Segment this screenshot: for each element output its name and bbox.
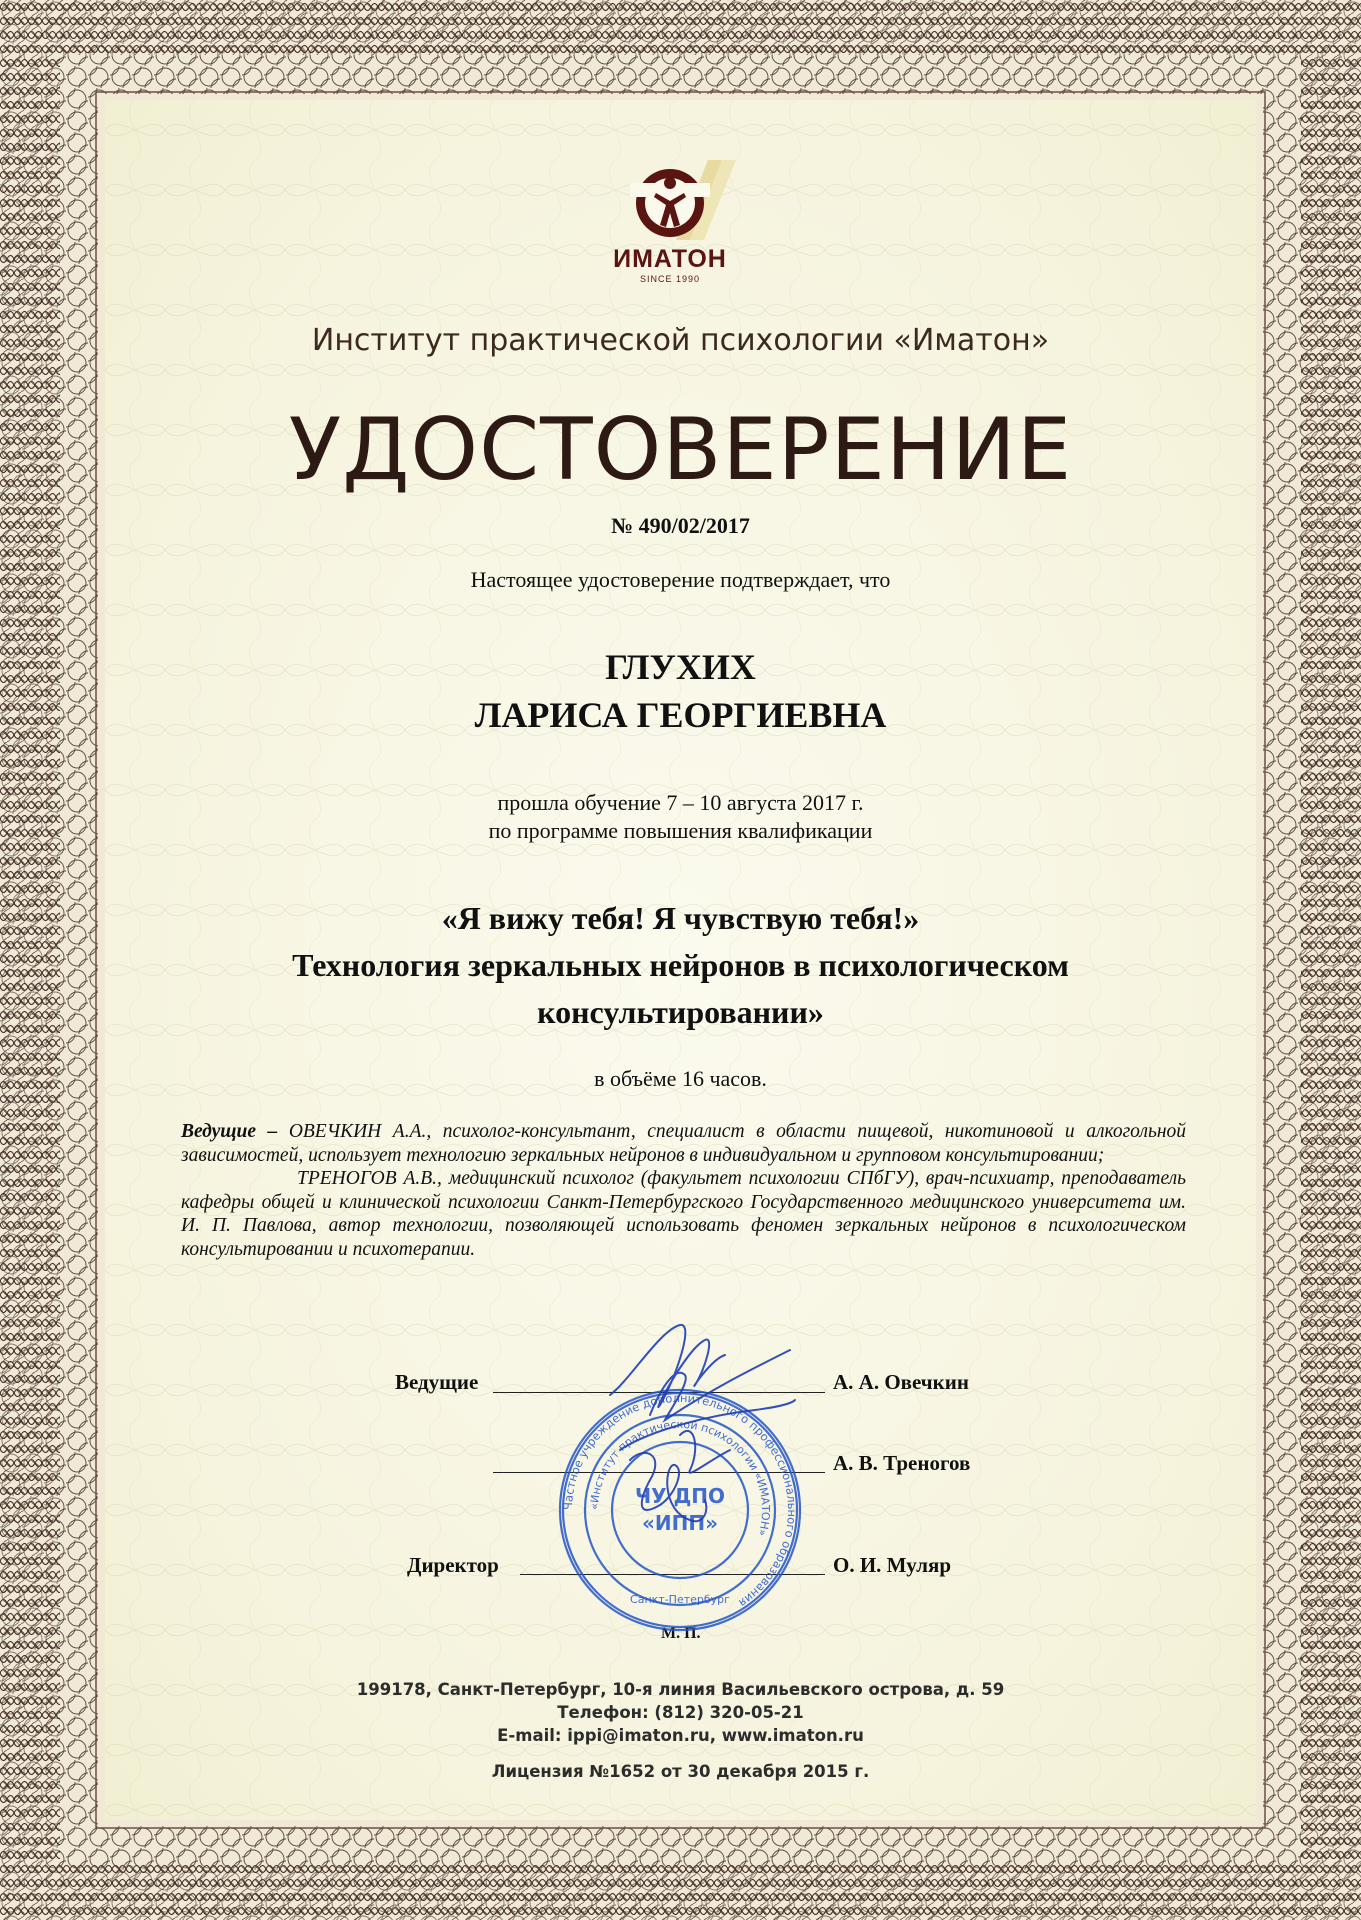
page-title: УДОСТОВЕРЕНИЕ bbox=[288, 400, 1073, 500]
stamp-city: Санкт-Петербург bbox=[630, 1593, 730, 1606]
stamp-center-line-1: ЧУ ДПО bbox=[634, 1484, 726, 1508]
signature-leaders-label: Ведущие bbox=[395, 1370, 479, 1394]
leaders-label: Ведущие – bbox=[181, 1121, 278, 1142]
stamp-center-line-2: «ИПП» bbox=[641, 1511, 719, 1535]
logo-wordmark: ИМАТОН bbox=[613, 245, 727, 273]
handwritten-signatures bbox=[587, 1320, 830, 1560]
study-program-type: по программе повышения квалификации bbox=[488, 818, 873, 843]
leader-1-text: ОВЕЧКИН А.А., психолог-консультант, специалист в области пищевой, никотиновой и алкогольной зависимостей, использует технологию зеркальных нейронов в индивидуальном и групповом консультировании; bbox=[181, 1121, 1186, 1166]
leader-2-paragraph bbox=[181, 1167, 1186, 1261]
stamp-inner-text: «Институт практической психологии «ИМАТОН» bbox=[587, 1417, 773, 1538]
leader-1-paragraph bbox=[181, 1120, 1186, 1167]
footer-address: 199178, Санкт-Петербург, 10-я линия Васильевского острова, д. 59 bbox=[356, 1680, 1005, 1699]
signature-director-label: Директор bbox=[407, 1553, 499, 1577]
person-surname: ГЛУХИХ bbox=[605, 647, 756, 687]
leaders-description bbox=[181, 1120, 1186, 1261]
footer-license: Лицензия №1652 от 30 декабря 2015 г. bbox=[491, 1762, 870, 1781]
signature-lead-1-name: А. А. Овечкин bbox=[833, 1370, 969, 1394]
program-title-line-1: «Я вижу тебя! Я чувствую тебя!» bbox=[441, 900, 920, 936]
course-volume: в объёме 16 часов. bbox=[594, 1066, 767, 1091]
certificate-number: № 490/02/2017 bbox=[611, 513, 750, 538]
confirms-text: Настоящее удостоверение подтверждает, что bbox=[470, 567, 891, 592]
signature-lead-2-name: А. В. Треногов bbox=[833, 1451, 971, 1475]
footer-email: E-mail: ippi@imaton.ru, www.imaton.ru bbox=[497, 1726, 864, 1745]
footer-phone: Телефон: (812) 320-05-21 bbox=[557, 1703, 804, 1722]
program-title-line-3: консультировании» bbox=[537, 994, 824, 1030]
institute-name: Институт практической психологии «Иматон» bbox=[311, 323, 1050, 358]
stamp-outer-text: Частное учреждение дополнительного профессионального образования bbox=[560, 1390, 800, 1611]
seal-place-label: М. П. bbox=[661, 1625, 701, 1642]
study-dates: прошла обучение 7 – 10 августа 2017 г. bbox=[497, 790, 864, 815]
leader-2-text: ТРЕНОГОВ А.В., медицинский психолог (факультет психологии СПбГУ), врач-психиатр, преподаватель кафедры общей и клинической психологии Санкт-Петербургского Государственного медицинского университета им. И. П. Павлова, автор технологии, позволяющей использовать феномен зеркальных нейронов в психологическом консультировании и психотерапии. bbox=[181, 1168, 1186, 1260]
logo-since: SINCE 1990 bbox=[639, 274, 701, 284]
signature-director-name: О. И. Муляр bbox=[833, 1553, 952, 1577]
person-given-name: ЛАРИСА ГЕОРГИЕВНА bbox=[474, 695, 887, 735]
program-title-line-2: Технология зеркальных нейронов в психологическом bbox=[292, 947, 1069, 983]
